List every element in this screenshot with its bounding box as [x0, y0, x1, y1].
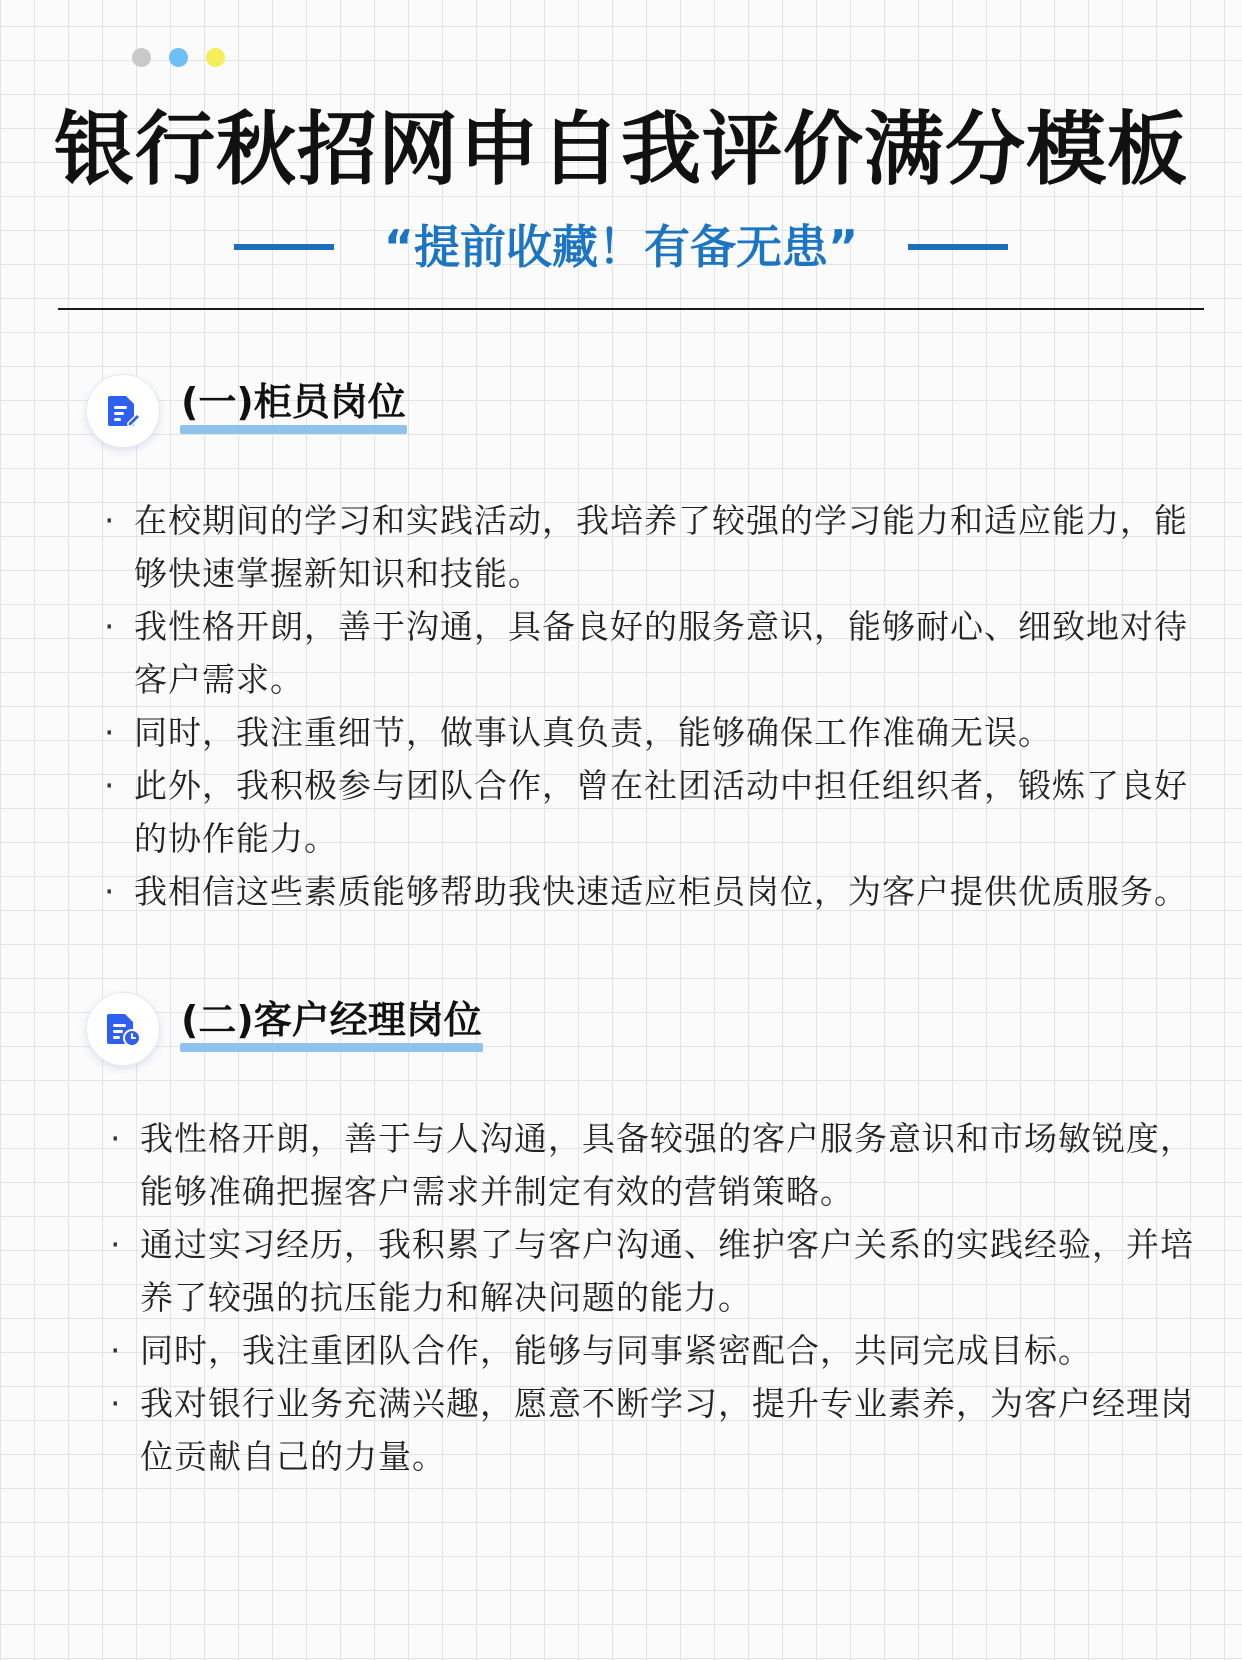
section-title: (一)柜员岗位	[180, 376, 407, 428]
window-dots	[132, 48, 225, 67]
list-item: · 我性格开朗，善于与人沟通，具备较强的客户服务意识和市场敏锐度，能够准确把握客户需求并制定有效的营销策略。	[92, 1112, 1196, 1218]
item-list	[86, 494, 1196, 918]
dot-gray	[132, 48, 151, 67]
subtitle-dash-left	[234, 244, 334, 250]
document-edit-icon	[86, 374, 160, 448]
title-underline	[180, 1043, 483, 1052]
page-title: 银行秋招网申自我评价满分模板	[54, 103, 1188, 196]
list-item: · 同时，我注重团队合作，能够与同事紧密配合，共同完成目标。	[92, 1324, 1196, 1377]
list-item: · 此外，我积极参与团队合作，曾在社团活动中担任组织者，锻炼了良好的协作能力。	[86, 759, 1196, 865]
section-account-manager	[86, 992, 1196, 1483]
list-item: · 同时，我注重细节，做事认真负责，能够确保工作准确无误。	[86, 706, 1196, 759]
item-list	[86, 1112, 1196, 1483]
list-item: · 我相信这些素质能够帮助我快速适应柜员岗位，为客户提供优质服务。	[86, 865, 1196, 918]
section-title: (二)客户经理岗位	[180, 994, 483, 1046]
subtitle-dash-right	[908, 244, 1008, 250]
list-item: · 通过实习经历，我积累了与客户沟通、维护客户关系的实践经验，并培养了较强的抗压能力和解决问题的能力。	[92, 1218, 1196, 1324]
list-item: · 在校期间的学习和实践活动，我培养了较强的学习能力和适应能力，能够快速掌握新知识和技能。	[86, 494, 1196, 600]
subtitle: “提前收藏！有备无患”	[383, 220, 859, 274]
document-clock-icon	[86, 992, 160, 1066]
list-item: · 我对银行业务充满兴趣，愿意不断学习，提升专业素养，为客户经理岗位贡献自己的力量。	[92, 1377, 1196, 1483]
header-divider	[58, 308, 1204, 310]
section-teller	[86, 374, 1196, 918]
section-header	[86, 992, 1196, 1068]
dot-yellow	[206, 48, 225, 67]
subtitle-row	[0, 212, 1242, 282]
list-item: · 我性格开朗，善于沟通，具备良好的服务意识，能够耐心、细致地对待客户需求。	[86, 600, 1196, 706]
section-header	[86, 374, 1196, 450]
dot-blue	[169, 48, 188, 67]
title-underline	[180, 425, 407, 434]
